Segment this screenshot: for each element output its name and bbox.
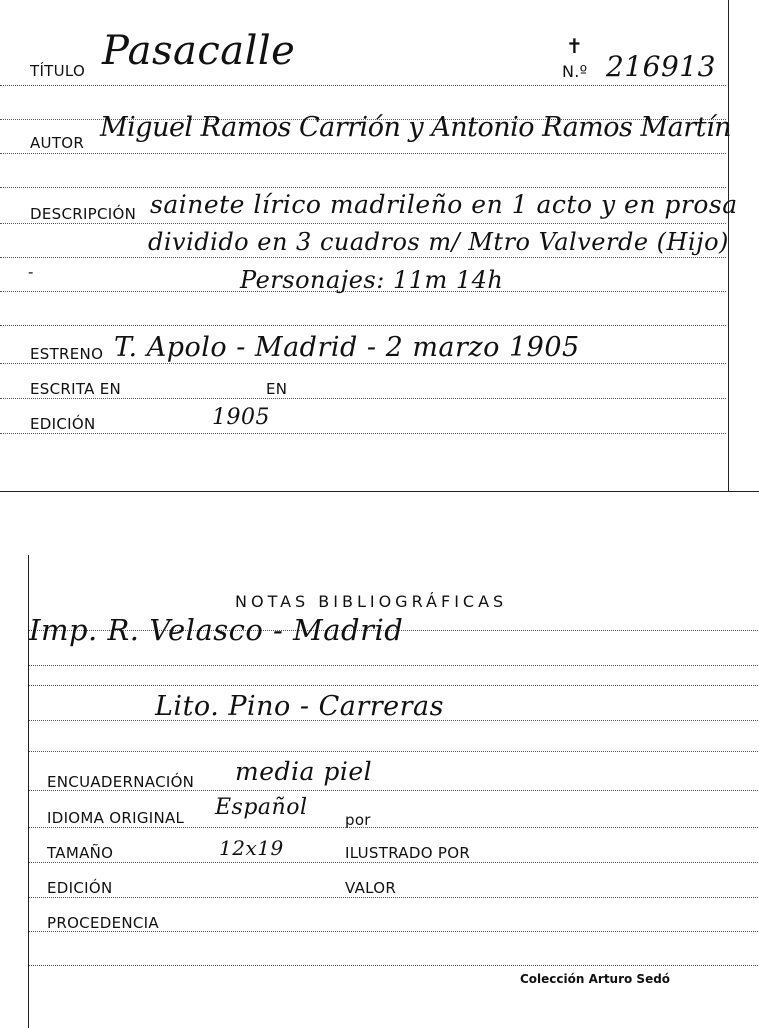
rule-line: [0, 85, 726, 86]
notas-heading: NOTAS BIBLIOGRÁFICAS: [235, 592, 508, 611]
encuadernacion-value: media piel: [235, 757, 373, 786]
numero-label: N.º: [562, 62, 588, 81]
rule-line: [0, 187, 726, 188]
descripcion-line-3: Personajes: 11m 14h: [240, 266, 504, 294]
idioma-value: Español: [215, 795, 308, 820]
rule-line: [0, 257, 726, 258]
rule-line: [29, 751, 758, 752]
rule-line: [0, 325, 726, 326]
por-label: por: [345, 811, 371, 829]
autor-value: Miguel Ramos Carrión y Antonio Ramos Martín: [100, 112, 731, 143]
en-label: EN: [266, 380, 288, 398]
titulo-value: Pasacalle: [102, 28, 296, 74]
idioma-label: IDIOMA ORIGINAL: [47, 809, 185, 827]
procedencia-label: PROCEDENCIA: [47, 914, 159, 932]
numero-value: 216913: [606, 50, 716, 83]
edicion-label: EDICIÓN: [30, 415, 96, 433]
edicion-value: 1905: [212, 405, 270, 430]
catalog-card-top: [0, 0, 738, 492]
rule-line: [29, 685, 758, 686]
autor-label: AUTOR: [30, 134, 85, 152]
descripcion-line-1: sainete lírico madrileño en 1 acto y en prosa: [150, 190, 738, 219]
rule-line: [29, 965, 758, 966]
dash-mark: -: [28, 262, 34, 281]
catalog-card-bottom: [28, 555, 759, 1028]
encuadernacion-label: ENCUADERNACIÓN: [47, 773, 195, 791]
rule-line: [0, 153, 726, 154]
rule-line: [29, 897, 758, 898]
tamano-value: 12x19: [219, 836, 284, 860]
rule-line: [0, 363, 726, 364]
escrita-label: ESCRITA EN: [30, 380, 122, 398]
ilustrado-label: ILUSTRADO POR: [345, 844, 471, 862]
rule-line: [29, 827, 758, 828]
rule-line: [0, 398, 726, 399]
card-separator: [0, 491, 759, 492]
tamano-label: TAMAÑO: [47, 844, 114, 862]
estreno-value: T. Apolo - Madrid - 2 marzo 1905: [114, 332, 580, 363]
rule-line: [29, 665, 758, 666]
titulo-label: TÍTULO: [30, 62, 86, 80]
cross-mark: ✝: [566, 34, 583, 58]
rule-line: [29, 862, 758, 863]
coleccion-stamp: Colección Arturo Sedó: [520, 972, 671, 986]
estreno-label: ESTRENO: [30, 345, 104, 363]
descripcion-label: DESCRIPCIÓN: [30, 205, 137, 223]
notas-line-1: Imp. R. Velasco - Madrid: [29, 613, 404, 647]
rule-line: [0, 433, 726, 434]
notas-line-2: Lito. Pino - Carreras: [155, 691, 445, 722]
valor-label: VALOR: [345, 879, 397, 897]
descripcion-line-2: dividido en 3 cuadros m/ Mtro Valverde (Hijo): [148, 228, 729, 256]
rule-line: [0, 223, 726, 224]
edicion-label-bottom: EDICIÓN: [47, 879, 113, 897]
